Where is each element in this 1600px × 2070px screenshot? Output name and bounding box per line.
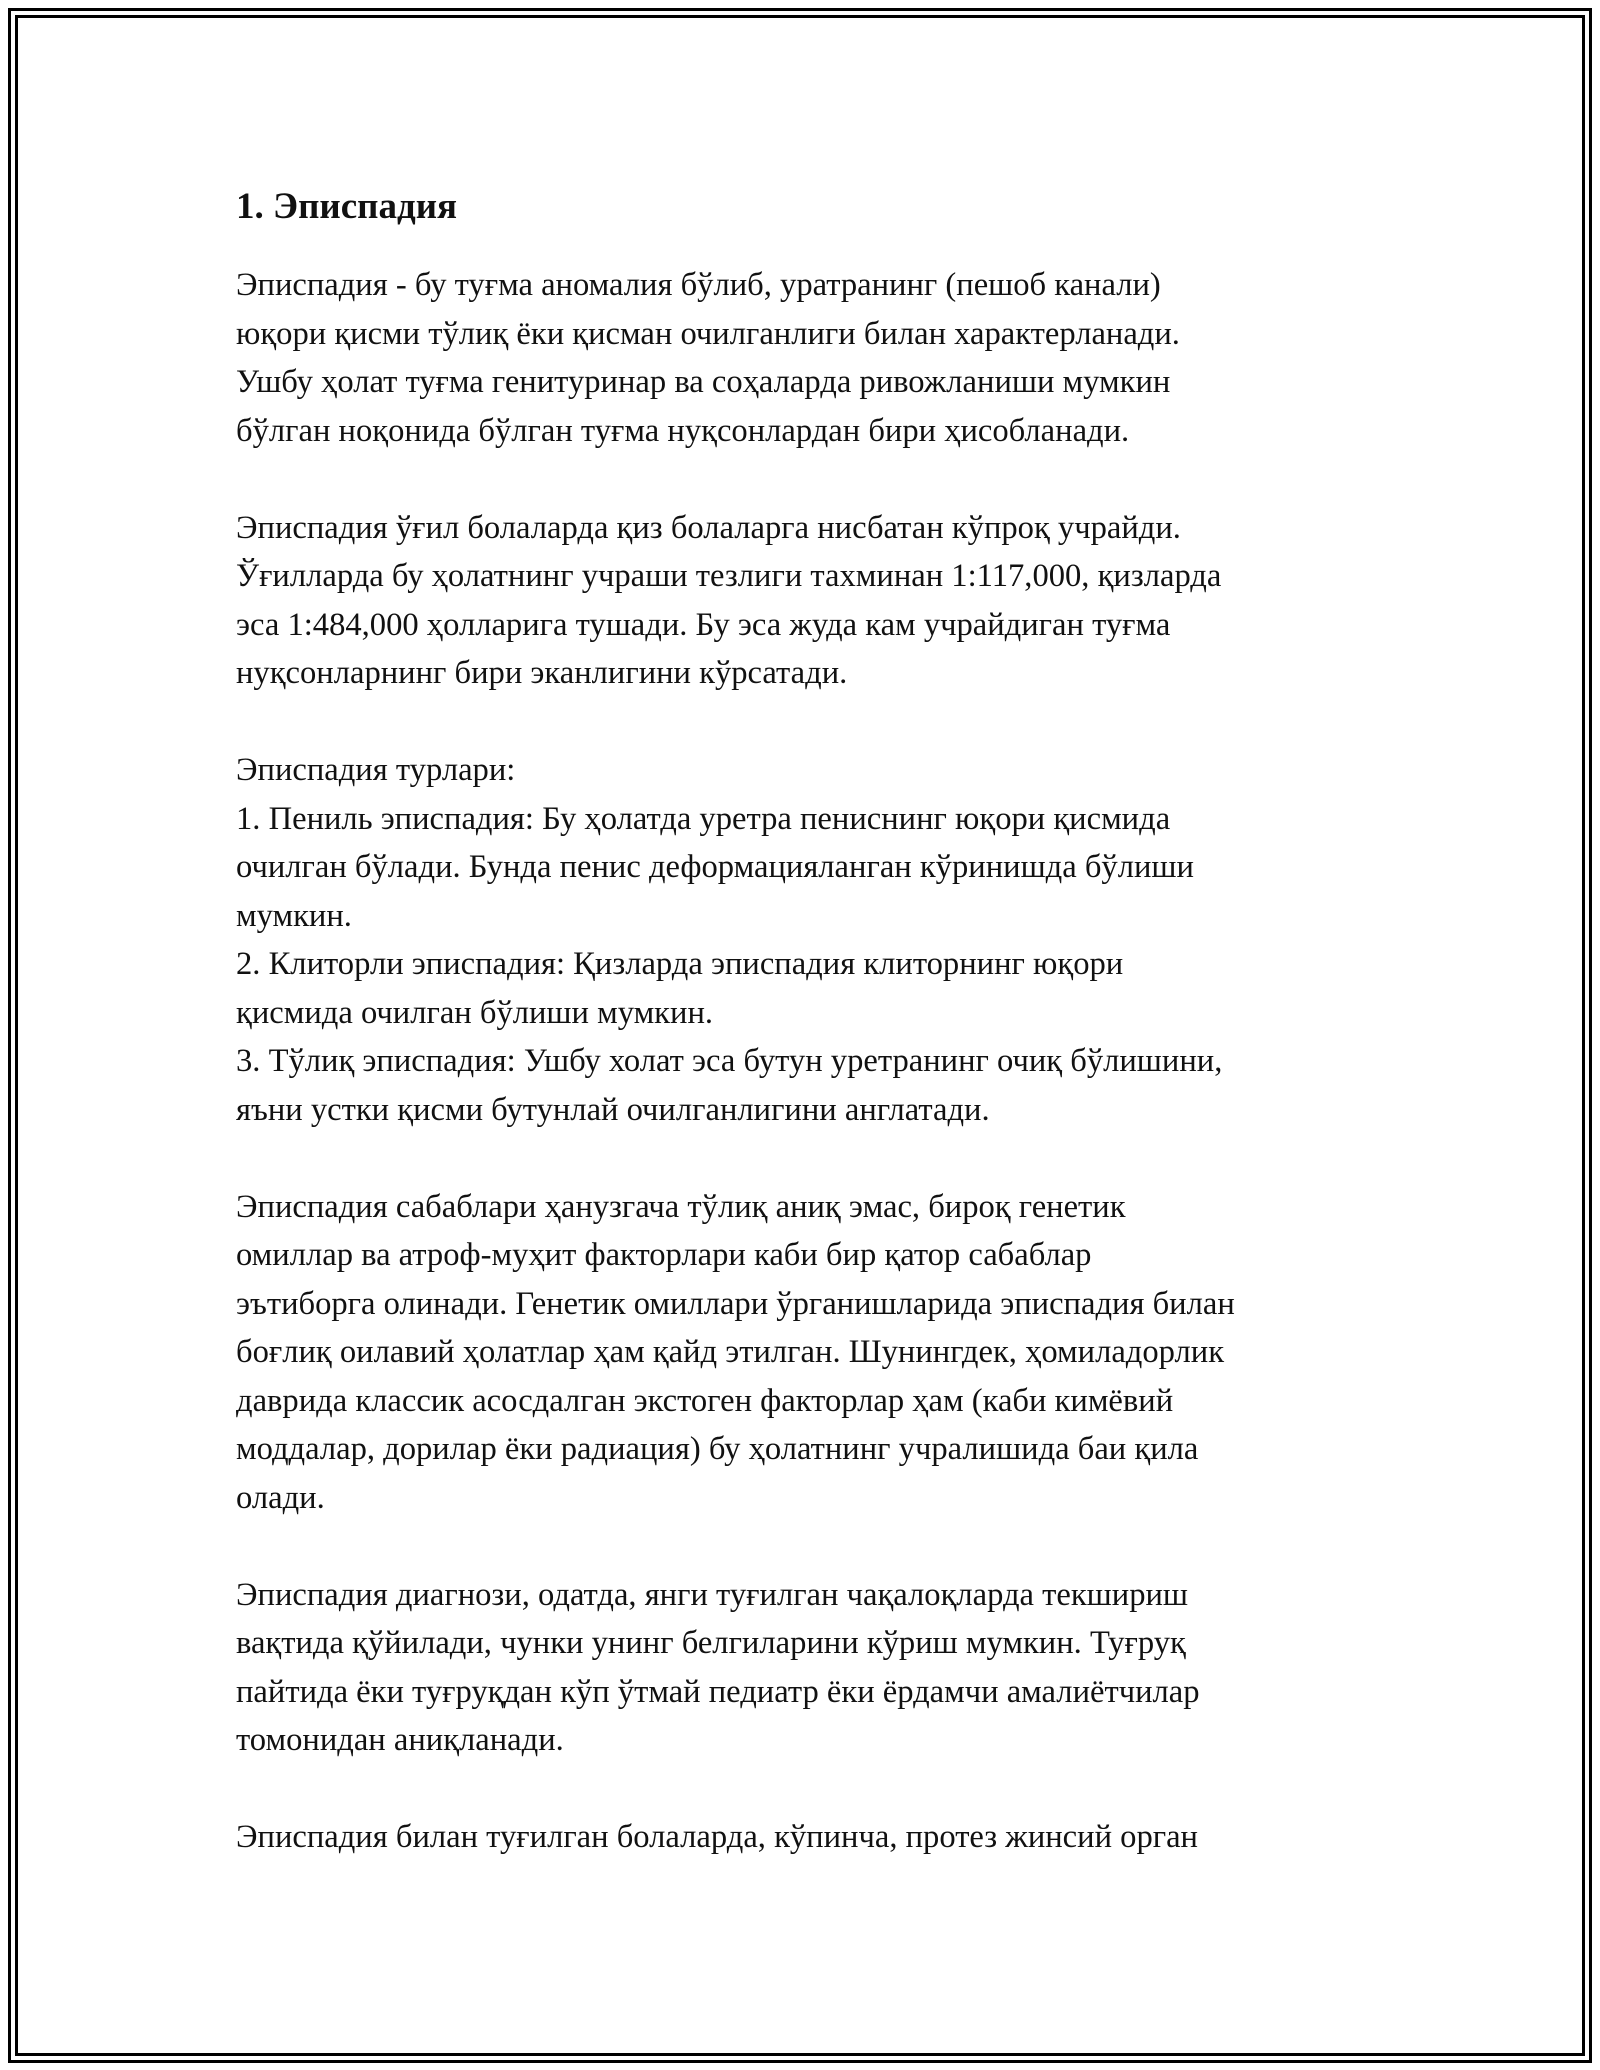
- text-line: нуқсонларнинг бири эканлигини кўрсатади.: [236, 655, 848, 691]
- text-line: Эписпадия турлари:: [236, 752, 516, 788]
- text-line: Эписпадия билан туғилган болаларда, кўпинча, протез жинсий орган: [236, 1819, 1198, 1855]
- text-line: мумкин.: [236, 897, 352, 934]
- text-line: моддалар, дорилар ёки радиация) бу ҳолатнинг учралишида баи қила: [236, 1431, 1199, 1467]
- text-line: Эписпадия диагнози, одатда, янги туғилган чақалоқларда текшириш: [236, 1576, 1189, 1613]
- paragraph-diagnosis: [236, 1571, 1396, 1765]
- paragraph-causes: [236, 1183, 1396, 1523]
- text-line: эътиборга олинади. Генетик омиллари ўрганишларида эписпадия билан: [236, 1285, 1235, 1322]
- text-line: боғлиқ оилавий ҳолатлар ҳам қайд этилган. Шунингдек, ҳомиладорлик: [236, 1334, 1225, 1370]
- text-line: олади.: [236, 1479, 325, 1516]
- text-line: қисмида очилган бўлиши мумкин.: [236, 994, 714, 1031]
- text-line: юқори қисми тўлиқ ёки қисман очилганлиги билан характерланади.: [236, 315, 1180, 352]
- text-line: 1. Пениль эписпадия: Бу ҳолатда уретра пениснинг юқори қисмида: [236, 800, 1171, 837]
- text-line: бўлган ноқонида бўлган туғма нуқсонлардан бири ҳисобланади.: [236, 412, 1130, 449]
- text-line: Эписпадия сабаблари ҳанузгача тўлиқ аниқ эмас, бироқ генетик: [236, 1188, 1126, 1225]
- document-title: 1. Эписпадия: [236, 186, 458, 227]
- text-line: очилган бўлади. Бунда пенис деформацияланган кўринишда бўлиши: [236, 849, 1194, 885]
- text-line: яъни устки қисми бутунлай очилганлигини англатади.: [236, 1091, 990, 1128]
- paragraph-types: [236, 746, 1396, 1134]
- text-line: эса 1:484,000 ҳолларига тушади. Бу эса жуда кам учрайдиган туғма: [236, 606, 1171, 643]
- document-body: [236, 183, 1396, 1910]
- paragraph-incidence: [236, 504, 1396, 698]
- text-line: пайтида ёки туғруқдан кўп ўтмай педиатр ёки ёрдамчи амалиётчилар: [236, 1673, 1200, 1710]
- text-line: Ушбу ҳолат туғма генитуринар ва соҳаларда ривожланиши мумкин: [236, 364, 1171, 400]
- paragraph-treatment: [236, 1813, 1396, 1862]
- text-line: омиллар ва атроф-муҳит факторлари каби бир қатор сабаблар: [236, 1237, 1092, 1273]
- text-line: даврида классик асосдалган экстоген факторлар ҳам (каби кимёвий: [236, 1382, 1174, 1419]
- text-line: вақтида қўйилади, чунки унинг белгиларини кўриш мумкин. Туғруқ: [236, 1625, 1186, 1661]
- text-line: томонидан аниқланади.: [236, 1722, 564, 1758]
- paragraph-definition: [236, 261, 1396, 455]
- text-line: Ўғилларда бу ҳолатнинг учраши тезлиги тахминан 1:117,000, қизларда: [236, 558, 1222, 594]
- text-line: Эписпадия ўғил болаларда қиз болаларга нисбатан кўпроқ учрайди.: [236, 509, 1181, 546]
- text-line: 2. Клиторли эписпадия: Қизларда эписпадия клиторнинг юқори: [236, 946, 1124, 982]
- text-line: Эписпадия - бу туғма аномалия бўлиб, уратранинг (пешоб канали): [236, 267, 1161, 303]
- text-line: 3. Тўлиқ эписпадия: Ушбу холат эса бутун уретранинг очиқ бўлишини,: [236, 1043, 1223, 1079]
